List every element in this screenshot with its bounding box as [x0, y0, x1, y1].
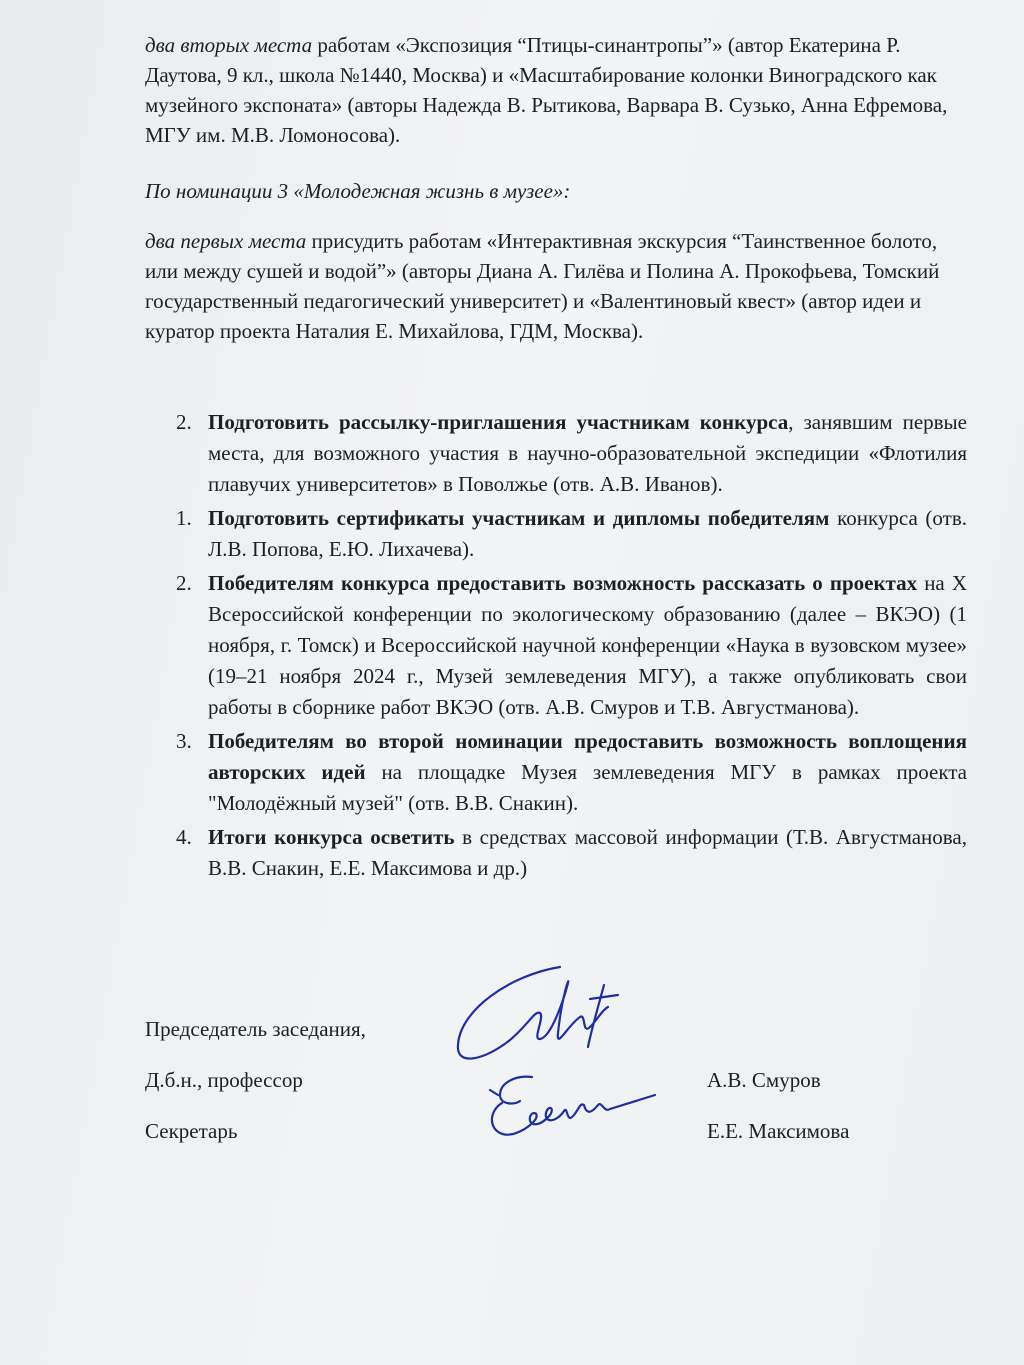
list-item [145, 726, 967, 819]
item-text: в средствах массовой информации (Т.В. Августманова, В.В. Снакин, Е.Е. Максимова и др.) [208, 825, 967, 880]
item-text: на X Всероссийской конференции по экологическому образованию (далее – ВКЭО) (1 ноября, г. Томск) и Всероссийской научной конференции «Наука в вузовском музее» (19–21 ноября 2024 г., Музей землеведения МГУ), а также опубликовать свои работы в сборнике работ ВКЭО (отв. А.В. Смуров и Т.В. Августманова). [208, 571, 967, 719]
secretary-label: Секретарь [145, 1119, 238, 1143]
first-places-lead: два первых места [145, 229, 307, 253]
item-text: конкурса (отв. Л.В. Попова, Е.Ю. Лихачева). [208, 506, 967, 561]
paragraph-first-places [145, 226, 965, 346]
item-bold-lead: Победителям конкурса предоставить возможность рассказать о проектах [208, 571, 918, 595]
first-places-text: присудить работам «Интерактивная экскурсия “Таинственное болото, или между сушей и водой”» (авторы Диана А. Гилёва и Полина А. Прокофьева, Томский государственный педагогический университет) и «Валентиновый квест» (автор идеи и куратор проекта Наталия Е. Михайлова, ГДМ, Москва). [145, 229, 940, 343]
list-item [145, 407, 967, 500]
list-item [145, 568, 967, 723]
item-number: 3. [176, 729, 192, 753]
item-bold-lead: Подготовить сертификаты участникам и дипломы победителям [208, 506, 830, 530]
item-bold-lead: Победителям во второй номинации предоставить возможность воплощения авторских идей [208, 729, 967, 784]
chair-title: Д.б.н., профессор [145, 1068, 303, 1092]
list-item [145, 822, 967, 884]
item-text: на площадке Музея землеведения МГУ в рамках проекта "Молодёжный музей" (отв. В.В. Снакин). [208, 760, 968, 815]
item-number: 2. [176, 571, 192, 595]
secretary-name: Е.Е. Максимова [707, 1119, 850, 1143]
item-number: 1. [176, 506, 192, 530]
nomination-3-title: По номинации 3 «Молодежная жизнь в музее»: [145, 179, 571, 203]
handwritten-signatures [440, 955, 670, 1155]
item-bold-lead: Подготовить рассылку-приглашения участникам конкурса [208, 410, 789, 434]
second-places-lead: два вторых места [145, 33, 313, 57]
paragraph-second-places [145, 30, 965, 150]
nomination-3-heading [145, 176, 965, 206]
chair-name: А.В. Смуров [707, 1068, 821, 1092]
chair-signature [458, 967, 618, 1059]
item-number: 2. [176, 410, 192, 434]
resolution-list [145, 407, 967, 887]
second-places-text: работам «Экспозиция “Птицы-синантропы”» (автор Екатерина Р. Даутова, 9 кл., школа №1440, Москва) и «Масштабирование колонки Виноградского как музейного экспоната» (авторы Надежда В. Рытикова, Варвара В. Сузько, Анна Ефремова, МГУ им. М.В. Ломоносова). [145, 33, 948, 147]
list-item [145, 503, 967, 565]
item-bold-lead: Итоги конкурса осветить [208, 825, 455, 849]
chair-label: Председатель заседания, [145, 1017, 366, 1041]
secretary-signature [490, 1077, 655, 1135]
item-number: 4. [176, 825, 192, 849]
item-text: , занявшим первые места, для возможного участия в научно-образовательной экспедиции «Флотилия плавучих университетов» в Поволжье (отв. А.В. Иванов). [208, 410, 967, 496]
